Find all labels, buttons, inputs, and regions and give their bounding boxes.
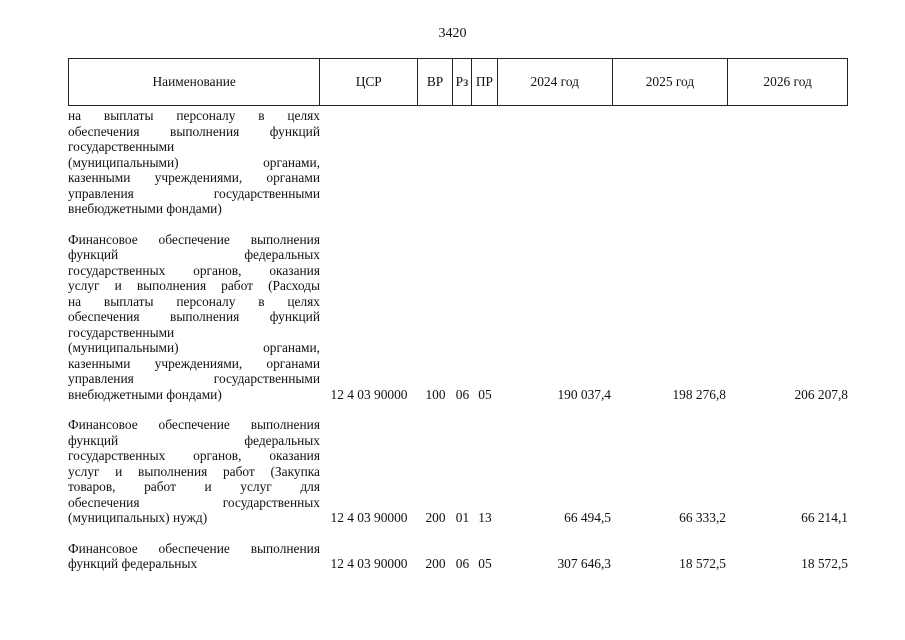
row-rz: 01 <box>455 510 470 525</box>
row-value-2024: 307 646,3 <box>557 556 611 571</box>
row-csr: 12 4 03 90000 <box>330 556 408 571</box>
table-row <box>68 232 848 403</box>
row-value-2025: 198 276,8 <box>672 386 726 402</box>
table-header <box>68 58 848 106</box>
row-value-2026 <box>729 201 848 217</box>
name-line: казенными учреждениями, органами <box>68 170 320 185</box>
name-line: услуг и выполнения работ (Закупка <box>68 463 320 479</box>
name-line: управления государственными <box>68 371 320 386</box>
header-csr: ЦСР <box>320 59 418 105</box>
name-line: Финансовое обеспечение выполнения <box>68 231 320 247</box>
row-rz: 06 <box>455 556 470 571</box>
row-value-2025: 66 333,2 <box>679 510 726 525</box>
name-line: обеспечения выполнения функций <box>68 309 320 324</box>
row-value-2026: 206 207,8 <box>794 386 848 402</box>
name-line: услуг и выполнения работ (Расходы <box>68 278 320 293</box>
name-line: товаров, работ и услуг для <box>68 479 320 494</box>
name-line: функций федеральных <box>68 556 198 571</box>
row-name <box>68 541 320 572</box>
name-line: на выплаты персоналу в целях <box>68 293 320 309</box>
name-line: на выплаты персоналу в целях <box>68 108 320 123</box>
row-vr: 100 <box>425 386 446 402</box>
name-line: государственными <box>68 324 175 340</box>
name-line: государственных органов, оказания <box>68 448 320 463</box>
header-2024: 2024 год <box>498 59 613 105</box>
name-line: (муниципальными) органами, <box>68 154 320 170</box>
row-rz <box>453 201 472 217</box>
table-row <box>68 108 848 217</box>
row-csr: 12 4 03 90000 <box>330 386 408 402</box>
header-rz: Рз <box>453 59 472 105</box>
row-value-2024: 190 037,4 <box>557 386 611 402</box>
header-name: Наименование <box>69 59 320 105</box>
row-pr: 05 <box>478 386 492 402</box>
header-2026: 2026 год <box>763 74 812 89</box>
name-line: государственных органов, оказания <box>68 262 320 278</box>
row-pr: 13 <box>478 510 492 525</box>
table-row <box>68 541 848 572</box>
header-vr: ВР <box>418 59 453 105</box>
row-name <box>68 417 320 526</box>
row-vr: 200 <box>425 510 446 525</box>
name-line: обеспечения выполнения функций <box>68 123 320 139</box>
row-name <box>68 232 320 403</box>
header-2025: 2025 год <box>613 59 729 105</box>
row-csr <box>320 201 418 217</box>
name-line: внебюджетными фондами) <box>68 201 222 216</box>
name-line: (муниципальными) органами, <box>68 340 320 355</box>
name-line: обеспечения государственных <box>68 494 320 510</box>
row-value-2026: 66 214,1 <box>801 510 848 525</box>
name-line: казенными учреждениями, органами <box>68 355 320 371</box>
row-value-2024 <box>498 201 613 217</box>
row-value-2025: 18 572,5 <box>679 556 726 571</box>
row-value-2025 <box>613 201 729 217</box>
header-pr: ПР <box>472 59 498 105</box>
row-vr: 200 <box>425 556 446 571</box>
name-line: управления государственными <box>68 185 320 201</box>
name-line: (муниципальных) нужд) <box>68 510 208 525</box>
name-line: Финансовое обеспечение выполнения <box>68 540 320 556</box>
row-value-2024: 66 494,5 <box>564 510 611 525</box>
table-body <box>68 108 848 587</box>
name-line: функций федеральных <box>68 247 320 262</box>
row-vr <box>418 201 453 217</box>
name-line: функций федеральных <box>68 432 320 448</box>
row-pr: 05 <box>478 556 492 571</box>
row-pr <box>472 201 498 217</box>
row-csr: 12 4 03 90000 <box>330 510 408 525</box>
name-line: внебюджетными фондами) <box>68 386 222 402</box>
table-row <box>68 417 848 526</box>
name-line: Финансовое обеспечение выполнения <box>68 417 320 432</box>
page-number: 3420 <box>438 26 467 41</box>
name-line: государственными <box>68 139 175 154</box>
row-value-2026: 18 572,5 <box>801 556 848 571</box>
row-rz: 06 <box>455 386 470 402</box>
row-name <box>68 108 320 217</box>
